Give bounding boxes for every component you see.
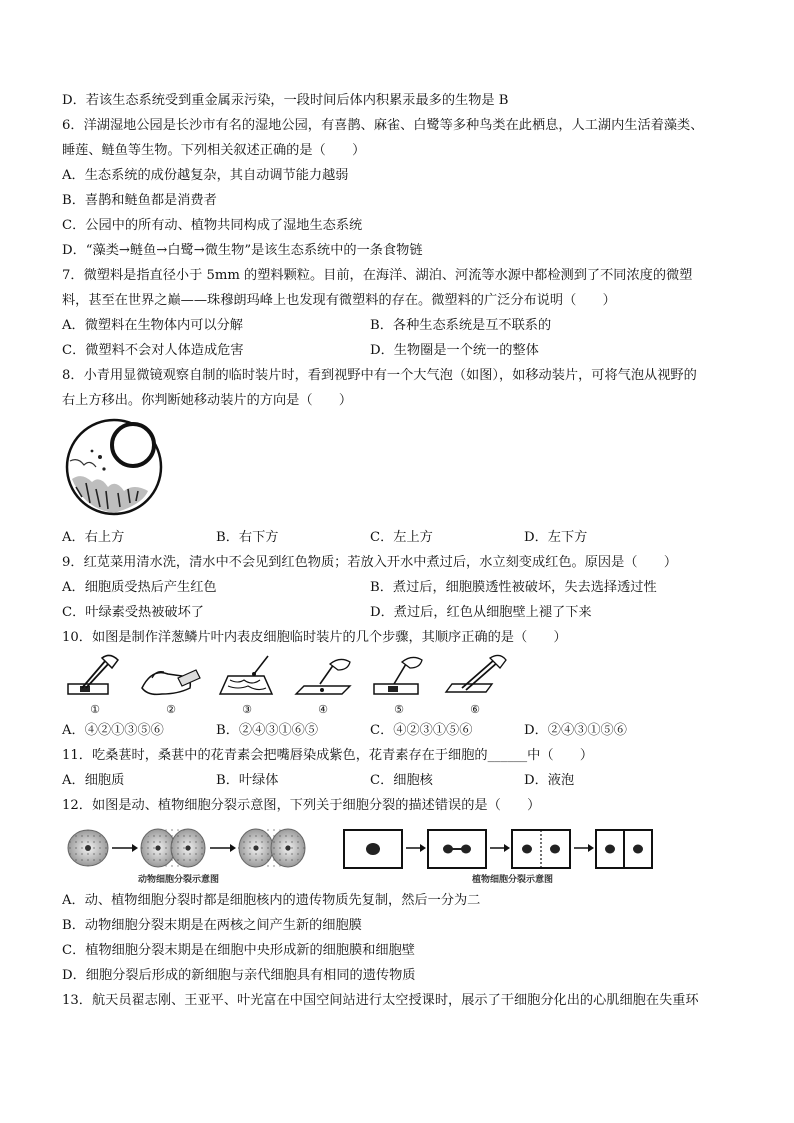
q8-option-d: D．左下方	[524, 530, 588, 545]
q7-options-row-1	[62, 313, 742, 338]
q10-option-a: A．④②①③⑤⑥	[62, 723, 164, 738]
step-3	[214, 654, 290, 714]
q12-option-d: D．细胞分裂后形成的新细胞与亲代细胞具有相同的遗传物质	[62, 968, 416, 983]
cell-division-figure	[62, 822, 742, 884]
q9-stem: 9．红苋菜用清水洗，清水中不会见到红色物质；若放入开水中煮过后，水立刻变成红色。原因是（ ）	[62, 555, 678, 570]
q7-stem-2: 料，甚至在世界之巅——珠穆朗玛峰上也发现有微塑料的存在。微塑料的广泛分布说明（ ）	[62, 293, 616, 308]
q6-stem-2: 睡莲、鲢鱼等生物。下列相关叙述正确的是（ ）	[62, 143, 366, 158]
q9-option-b: B．煮过后，细胞膜透性被破坏，失去选择透过性	[370, 580, 657, 595]
q11-option-a: A．细胞质	[62, 773, 125, 788]
step-3-label: ③	[242, 703, 252, 716]
q11-option-b: B．叶绿体	[216, 773, 279, 788]
q9-options-row-2	[62, 600, 742, 625]
q10-option-c: C．④②③①⑤⑥	[370, 723, 473, 738]
q6-stem-1: 6．洋湖湿地公园是长沙市有名的湿地公园，有喜鹊、麻雀、白鹭等多种鸟类在此栖息，人工湖内生活着藻类、	[62, 118, 704, 133]
q7-option-a: A．微塑料在生物体内可以分解	[62, 318, 243, 333]
q8-stem-2: 右上方移出。你判断她移动装片的方向是（ ）	[62, 393, 353, 408]
q11-options	[62, 768, 742, 793]
q6-option-b: B．喜鹊和鲢鱼都是消费者	[62, 193, 217, 208]
cell-division-image	[62, 822, 682, 872]
step-4-label: ④	[318, 703, 328, 716]
q7-option-d: D．生物圈是一个统一的整体	[370, 343, 539, 358]
step-6-label: ⑥	[470, 703, 480, 716]
q10-option-b: B．②④③①⑥⑤	[216, 723, 319, 738]
animal-division-caption: 动物细胞分裂示意图	[138, 875, 220, 885]
q10-options	[62, 718, 742, 743]
q12-stem: 12．如图是动、植物细胞分裂示意图，下列关于细胞分裂的描述错误的是（ ）	[62, 798, 541, 813]
q9-option-c: C．叶绿素受热被破坏了	[62, 605, 204, 620]
step-6	[442, 654, 518, 714]
q9-options-row-1	[62, 575, 742, 600]
q12-option-b: B．动物细胞分裂末期是在两核之间产生新的细胞膜	[62, 918, 362, 933]
q12-option-c: C．植物细胞分裂末期是在细胞中央形成新的细胞膜和细胞壁	[62, 943, 415, 958]
step-2-label: ②	[166, 703, 176, 716]
q13-stem: 13．航天员翟志刚、王亚平、叶光富在中国空间站进行太空授课时，展示了干细胞分化出的心肌细胞在失重环	[62, 993, 699, 1008]
q11-option-c: C．细胞核	[370, 773, 433, 788]
q12-option-a: A．动、植物细胞分裂时都是细胞核内的遗传物质先复制，然后一分为二	[62, 893, 481, 908]
step-1	[62, 654, 138, 714]
slide-steps-figure	[62, 654, 742, 716]
step-4	[290, 654, 366, 714]
q11-option-d: D．液泡	[524, 773, 575, 788]
q7-stem-1: 7．微塑料是指直径小于 5mm 的塑料颗粒。目前，在海洋、湖泊、河流等水源中都检测到了不同浓度的微塑	[62, 268, 693, 283]
q8-option-b: B．右下方	[216, 530, 279, 545]
q8-option-a: A．右上方	[62, 530, 125, 545]
q8-stem-1: 8．小青用显微镜观察自制的临时装片时，看到视野中有一个大气泡（如图），如移动装片，可将气泡从视野的	[62, 368, 697, 383]
q10-option-d: D．②④③①⑤⑥	[524, 723, 627, 738]
q5-option-d: D．若该生态系统受到重金属汞污染，一段时间后体内积累汞最多的生物是 B	[62, 93, 509, 108]
q7-option-b: B．各种生态系统是互不联系的	[370, 318, 552, 333]
q6-option-c: C．公园中的所有动、植物共同构成了湿地生态系统	[62, 218, 363, 233]
q8-option-c: C．左上方	[370, 530, 433, 545]
step-1-label: ①	[90, 703, 100, 716]
microscope-field-figure	[62, 417, 742, 517]
q6-option-a: A．生态系统的成份越复杂，其自动调节能力越弱	[62, 168, 349, 183]
q6-option-d: D．“藻类→鲢鱼→白鹭→微生物”是该生态系统中的一条食物链	[62, 243, 423, 258]
q10-stem: 10．如图是制作洋葱鳞片叶内表皮细胞临时装片的几个步骤，其顺序正确的是（ ）	[62, 630, 567, 645]
q7-option-c: C．微塑料不会对人体造成危害	[62, 343, 244, 358]
exam-page	[62, 88, 742, 1013]
q8-options	[62, 525, 742, 550]
q11-stem: 11．吃桑葚时，桑葚中的花青素会把嘴唇染成紫色，花青素存在于细胞的______中（ ）	[62, 748, 594, 763]
step-2	[138, 654, 214, 714]
step-5	[366, 654, 442, 714]
plant-division-caption: 植物细胞分裂示意图	[472, 875, 554, 885]
q7-options-row-2	[62, 338, 742, 363]
q9-option-d: D．煮过后，红色从细胞壁上褪了下来	[370, 605, 592, 620]
q9-option-a: A．细胞质受热后产生红色	[62, 580, 217, 595]
step-5-label: ⑤	[394, 703, 404, 716]
microscope-bubble-image	[62, 417, 172, 517]
